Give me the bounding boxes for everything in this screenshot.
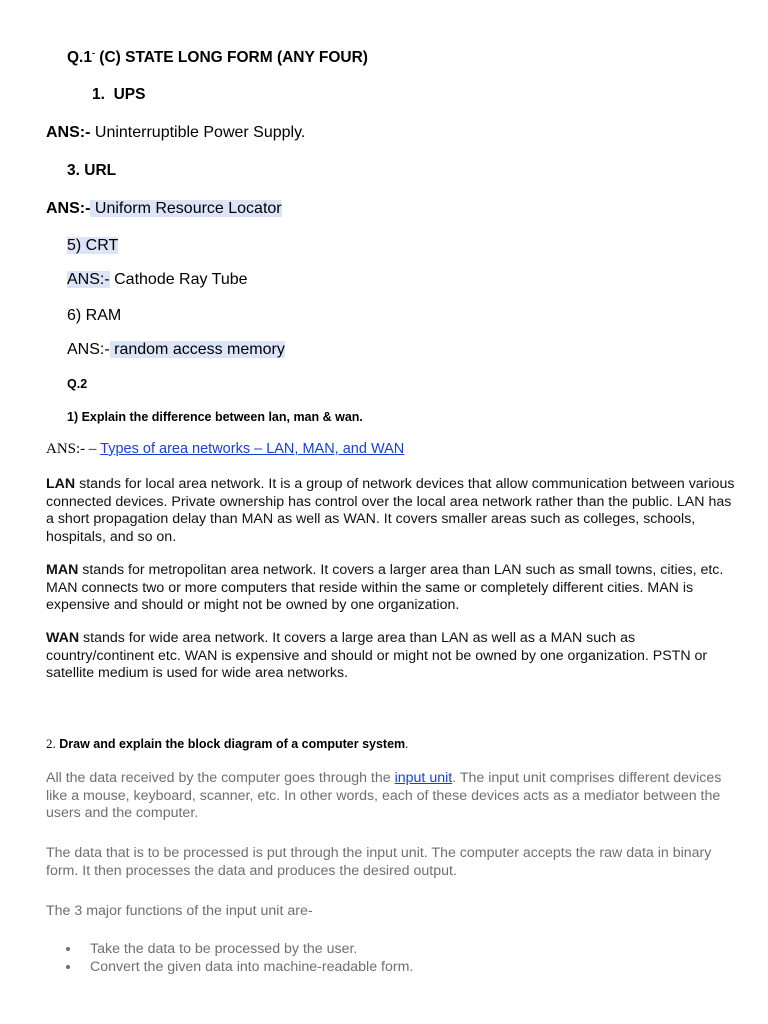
wan-text: stands for wide area network. It covers a large area than LAN as well as a MAN such as country/continent etc. WAN is expensive and should or might not be owned by one organization. PSTN or satellite medium is used for wide area networks. [46,630,708,681]
q1-item-crt-term [67,237,118,255]
q1-item-number: 3. [67,162,80,179]
q2-heading: Q.2 [67,377,88,391]
q1-item-term: RAM [81,307,122,324]
bullet-icon [66,947,70,951]
ans-label: ANS:- [67,271,110,288]
q1-item-number: 6) [67,307,82,324]
p1-after: . The input unit comprises different devices like a mouse, keyboard, scanner, etc. In other words, each of these devices acts as a mediator between the users and the computer. [46,770,722,821]
q1-item-term: UPS [113,86,146,103]
q1-item-number: 5) [67,237,82,254]
functions-intro: The 3 major functions of the input unit are- [46,903,313,919]
answer-text: Uninterruptible Power Supply. [90,124,306,141]
answer-text: Cathode Ray Tube [109,271,248,288]
lan-text: stands for local area network. It is a group of network devices that allow communication between various connected devices. Private ownership has control over the local area network rather than the public. LAN has a short propagation delay than MAN as well as WAN. It covers smaller areas such as colleges, schools, hospitals, and so on. [46,476,735,545]
q1-item-term: URL [84,162,117,179]
question-end: . [405,737,409,751]
p1-before: All the data received by the computer goes through the [46,770,395,786]
q1-item-url-answer [46,200,282,218]
wan-term: WAN [46,630,80,646]
ans-label: ANS:- [46,200,91,217]
answer-text: Uniform Resource Locator [90,200,282,217]
wan-paragraph [46,630,736,683]
q1-heading-rest: (C) STATE LONG FORM (ANY FOUR) [94,49,368,67]
q1-heading-mark: - [91,48,95,58]
lan-paragraph [46,476,736,546]
q1-item-ups-term [92,86,145,104]
input-unit-link[interactable]: input unit [394,770,453,786]
q2-question-1: 1) Explain the difference between lan, man & wan. [67,410,363,424]
q1-heading-prefix: Q.1 [67,49,92,67]
q1-item-ups-answer [46,124,305,142]
list-item [90,940,730,958]
question-number: 2. [46,736,56,751]
ans-label: ANS:- [46,124,91,141]
area-networks-link[interactable]: Types of area networks – LAN, MAN, and WAN [100,441,405,457]
list-item [90,958,730,976]
q1-item-crt-answer [67,271,248,289]
q1-item-url-term [67,162,116,180]
man-text: stands for metropolitan area network. It covers a larger area than LAN such as small towns, cities, etc. MAN connects two or more computers that reside within the same or completely different cities. MAN is expensive and should or might not be owned by one organization. [46,562,724,613]
q1-item-term: CRT [81,237,119,254]
list-item-text: Take the data to be processed by the user. [90,941,358,957]
bullet-icon [66,965,70,969]
input-unit-paragraph [46,770,736,823]
q1-heading [67,48,368,67]
processing-paragraph: The data that is to be processed is put through the input unit. The computer accepts the raw data in binary form. It then processes the data and produces the desired output. [46,845,712,879]
q1-item-ram-term [67,307,121,325]
q2-question-2 [46,736,408,752]
answer-text: random access memory [109,341,285,358]
input-unit-functions-list [46,940,730,976]
lan-term: LAN [46,476,76,492]
ans-label: ANS:- [67,341,110,358]
q1-item-number: 1. [92,86,105,103]
list-item-text: Convert the given data into machine-readable form. [90,959,414,975]
q2-answer-line [46,441,404,458]
man-term: MAN [46,562,79,578]
ans-prefix: ANS:- – [46,441,101,457]
man-paragraph [46,562,736,615]
q1-item-ram-answer [67,341,285,359]
question-text: Draw and explain the block diagram of a computer system [55,737,406,751]
